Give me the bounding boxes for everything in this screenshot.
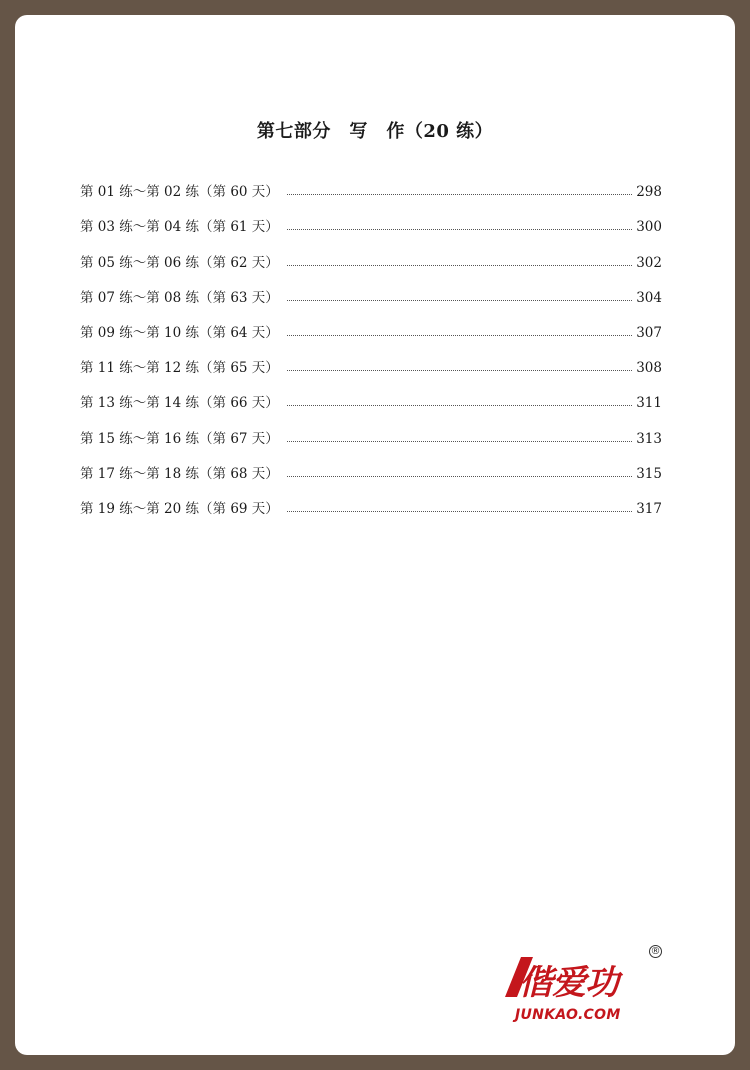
toc-entry-page: 315 [636,465,662,482]
toc-leader-dots [287,440,632,442]
toc-entry[interactable] [80,200,662,235]
toc-entry-label: 第 13 练～第 14 练（第 66 天） [80,395,279,412]
table-of-contents [80,165,662,517]
section-title: 第七部分 写 作（20 练） [256,121,494,142]
toc-leader-dots [287,510,632,512]
toc-entry[interactable] [80,447,662,482]
toc-entry-page: 308 [636,360,662,377]
toc-leader-dots [287,475,632,477]
toc-entry-page: 311 [636,395,662,412]
toc-entry-label: 第 03 练～第 04 练（第 61 天） [80,219,279,236]
toc-entry-label: 第 07 练～第 08 练（第 63 天） [80,289,279,306]
toc-leader-dots [287,334,632,336]
toc-entry[interactable] [80,482,662,517]
toc-entry-page: 304 [636,289,662,306]
brand-logo [499,945,669,1027]
brand-logo-name: 偕爱功 [519,963,618,1003]
registered-mark-icon: ® [650,946,661,957]
toc-entry-label: 第 09 练～第 10 练（第 64 天） [80,324,279,341]
toc-entry-page: 317 [636,500,662,517]
toc-entry-page: 298 [636,184,662,201]
toc-leader-dots [287,264,632,266]
toc-entry-label: 第 05 练～第 06 练（第 62 天） [80,254,279,271]
toc-leader-dots [287,228,632,230]
toc-entry-page: 300 [636,219,662,236]
document-page [15,15,735,1055]
toc-leader-dots [287,193,632,195]
toc-entry-page: 307 [636,324,662,341]
toc-entry-label: 第 01 练～第 02 练（第 60 天） [80,184,279,201]
toc-entry[interactable] [80,235,662,270]
toc-leader-dots [287,404,632,406]
toc-leader-dots [287,299,632,301]
toc-entry[interactable] [80,341,662,376]
toc-entry[interactable] [80,306,662,341]
toc-entry-label: 第 17 练～第 18 练（第 68 天） [80,465,279,482]
toc-entry[interactable] [80,271,662,306]
brand-logo-url: JUNKAO.COM [515,1007,621,1023]
toc-entry-page: 313 [636,430,662,447]
toc-entry-label: 第 15 练～第 16 练（第 67 天） [80,430,279,447]
toc-entry[interactable] [80,165,662,200]
toc-entry[interactable] [80,411,662,446]
toc-leader-dots [287,369,632,371]
toc-entry[interactable] [80,376,662,411]
toc-entry-label: 第 11 练～第 12 练（第 65 天） [80,360,279,377]
toc-entry-page: 302 [636,254,662,271]
toc-entry-label: 第 19 练～第 20 练（第 69 天） [80,500,279,517]
